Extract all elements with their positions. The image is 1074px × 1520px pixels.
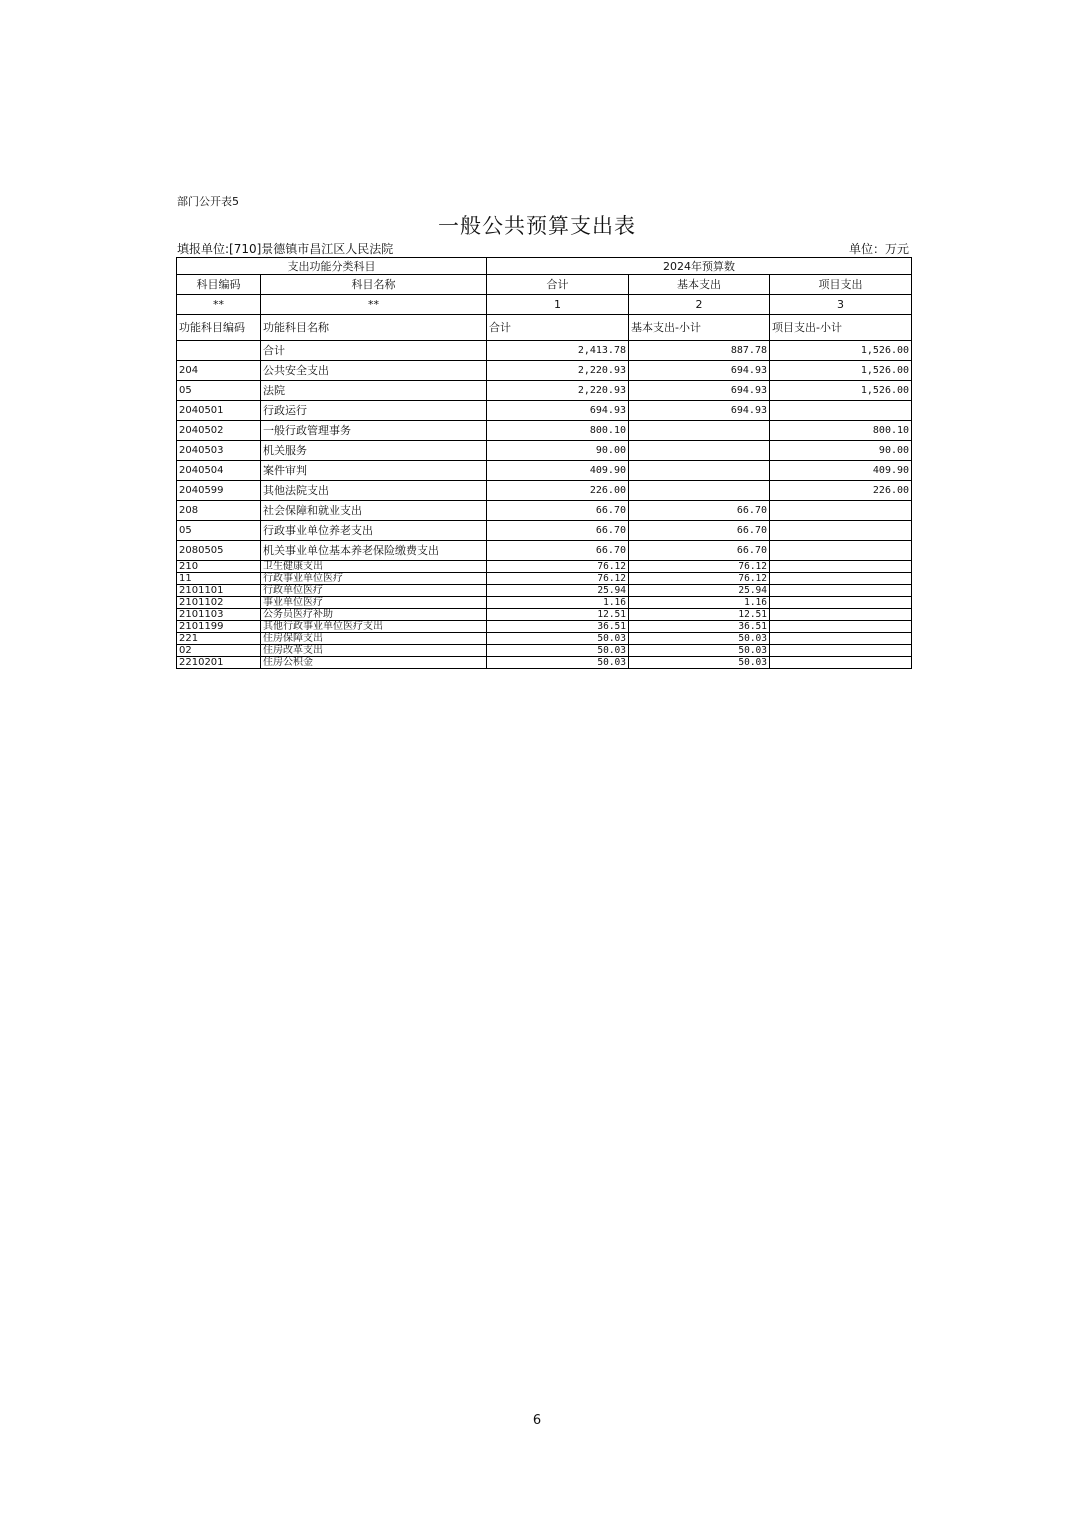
column-header-row [177,275,912,295]
row-name: 案件审判 [261,461,487,481]
row-code: 208 [177,501,261,521]
row-project [770,541,912,561]
row-code [177,341,261,361]
row-name: 行政运行 [261,401,487,421]
field-project: 项目支出-小计 [770,315,912,341]
index-basic: 2 [629,295,770,315]
table-row [177,597,912,609]
row-name: 住房公积金 [261,657,487,669]
row-basic: 25.94 [629,585,770,597]
table-row [177,621,912,633]
row-code: 2040504 [177,461,261,481]
row-total: 36.51 [487,621,629,633]
row-code: 2101199 [177,621,261,633]
row-project [770,401,912,421]
row-basic: 50.03 [629,645,770,657]
row-code: 2101103 [177,609,261,621]
row-project [770,573,912,585]
row-code: 11 [177,573,261,585]
row-name: 住房保障支出 [261,633,487,645]
row-basic: 50.03 [629,633,770,645]
row-name: 事业单位医疗 [261,597,487,609]
row-total: 66.70 [487,501,629,521]
row-name: 公共安全支出 [261,361,487,381]
row-name: 机关事业单位基本养老保险缴费支出 [261,541,487,561]
row-project [770,621,912,633]
row-name: 机关服务 [261,441,487,461]
row-total: 50.03 [487,657,629,669]
header-code: 科目编码 [177,275,261,295]
row-basic: 76.12 [629,561,770,573]
row-project [770,657,912,669]
row-total: 2,220.93 [487,381,629,401]
row-basic: 36.51 [629,621,770,633]
row-code: 2101101 [177,585,261,597]
document-label: 部门公开表5 [177,195,239,208]
row-code: 2040503 [177,441,261,461]
row-name: 其他法院支出 [261,481,487,501]
header-budget-year: 2024年预算数 [487,258,912,275]
row-basic: 887.78 [629,341,770,361]
row-total: 25.94 [487,585,629,597]
row-basic: 694.93 [629,361,770,381]
table-row [177,341,912,361]
row-name: 行政事业单位医疗 [261,573,487,585]
field-code: 功能科目编码 [177,315,261,341]
row-basic: 66.70 [629,501,770,521]
row-code: 2040599 [177,481,261,501]
row-code: 02 [177,645,261,657]
row-basic [629,481,770,501]
index-code: ** [177,295,261,315]
currency-unit: 单位：万元 [848,242,909,256]
row-project [770,585,912,597]
table-row [177,521,912,541]
row-code: 2210201 [177,657,261,669]
table-row [177,645,912,657]
row-basic: 50.03 [629,657,770,669]
row-project [770,561,912,573]
row-total: 66.70 [487,521,629,541]
table-row [177,573,912,585]
table-row [177,461,912,481]
row-name: 法院 [261,381,487,401]
index-name: ** [261,295,487,315]
row-total: 2,220.93 [487,361,629,381]
row-name: 一般行政管理事务 [261,421,487,441]
row-project: 226.00 [770,481,912,501]
row-basic [629,441,770,461]
row-code: 2101102 [177,597,261,609]
row-project: 1,526.00 [770,361,912,381]
table-row [177,441,912,461]
row-total: 66.70 [487,541,629,561]
row-name: 行政事业单位养老支出 [261,521,487,541]
row-basic: 66.70 [629,521,770,541]
row-total: 76.12 [487,573,629,585]
row-basic: 694.93 [629,381,770,401]
row-total: 2,413.78 [487,341,629,361]
row-name: 其他行政事业单位医疗支出 [261,621,487,633]
header-project: 项目支出 [770,275,912,295]
table-row [177,401,912,421]
row-name: 社会保障和就业支出 [261,501,487,521]
header-name: 科目名称 [261,275,487,295]
table-row [177,541,912,561]
document-title: 一般公共预算支出表 [438,214,636,238]
row-basic [629,421,770,441]
row-basic: 12.51 [629,609,770,621]
row-total: 800.10 [487,421,629,441]
header-total: 合计 [487,275,629,295]
table-row [177,421,912,441]
field-basic: 基本支出-小计 [629,315,770,341]
table-row [177,609,912,621]
field-name: 功能科目名称 [261,315,487,341]
row-total: 1.16 [487,597,629,609]
field-total: 合计 [487,315,629,341]
table-row [177,633,912,645]
row-code: 210 [177,561,261,573]
row-code: 2040502 [177,421,261,441]
index-row [177,295,912,315]
row-code: 2080505 [177,541,261,561]
row-total: 50.03 [487,645,629,657]
table-row [177,361,912,381]
row-project [770,597,912,609]
row-name: 卫生健康支出 [261,561,487,573]
table-row [177,501,912,521]
row-total: 76.12 [487,561,629,573]
row-total: 226.00 [487,481,629,501]
row-total: 12.51 [487,609,629,621]
row-project [770,609,912,621]
row-total: 694.93 [487,401,629,421]
row-code: 2040501 [177,401,261,421]
row-basic [629,461,770,481]
row-project [770,633,912,645]
row-basic: 76.12 [629,573,770,585]
row-name: 行政单位医疗 [261,585,487,597]
row-total: 50.03 [487,633,629,645]
row-total: 90.00 [487,441,629,461]
row-name: 公务员医疗补助 [261,609,487,621]
row-basic: 1.16 [629,597,770,609]
table-row [177,481,912,501]
row-code: 05 [177,521,261,541]
table-row [177,561,912,573]
table-row [177,657,912,669]
row-project [770,645,912,657]
row-total: 409.90 [487,461,629,481]
row-project: 1,526.00 [770,381,912,401]
row-project [770,521,912,541]
row-name: 住房改革支出 [261,645,487,657]
header-function-class: 支出功能分类科目 [177,258,487,275]
budget-table [176,257,912,669]
row-project: 409.90 [770,461,912,481]
row-code: 204 [177,361,261,381]
row-project: 800.10 [770,421,912,441]
row-basic: 694.93 [629,401,770,421]
row-project: 1,526.00 [770,341,912,361]
index-project: 3 [770,295,912,315]
page-number: 6 [532,1413,542,1428]
index-total: 1 [487,295,629,315]
row-code: 05 [177,381,261,401]
field-row [177,315,912,341]
row-basic: 66.70 [629,541,770,561]
row-project: 90.00 [770,441,912,461]
row-project [770,501,912,521]
row-name: 合计 [261,341,487,361]
group-header-row [177,258,912,275]
header-basic: 基本支出 [629,275,770,295]
row-code: 221 [177,633,261,645]
reporting-unit: 填报单位:[710]景德镇市昌江区人民法院 [177,242,394,256]
table-row [177,381,912,401]
table-row [177,585,912,597]
